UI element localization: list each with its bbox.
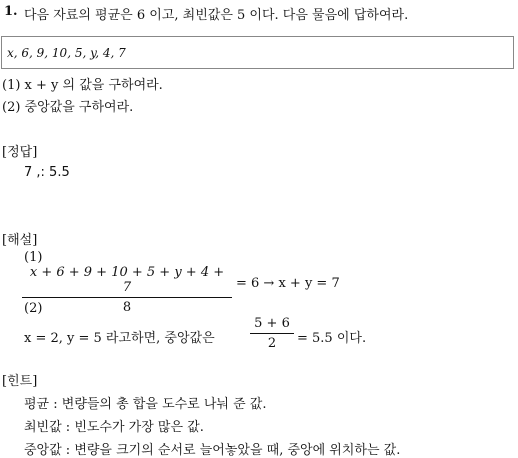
hint-heading: [힌트] [2,374,38,389]
question-number: 1. [4,4,18,19]
sub-question-2: (2) 중앙값을 구하여라. [2,100,134,115]
solution-heading: [해설] [2,233,38,248]
question-text: 다음 자료의 평균은 6 이고, 최빈값은 5 이다. 다음 물음에 답하여라. [24,8,409,23]
fraction-denominator: 8 [122,300,132,315]
answer-value: 7 ,: 5.5 [24,165,70,180]
solution-part1-fraction [22,265,232,315]
hint-line-mean: 평균 : 변량들의 총 합을 도수로 나눠 준 값. [24,397,267,412]
solution-part2-prefix: x = 2, y = 5 라고하면, 중앙값은 [24,331,215,346]
fraction-numerator: 5 + 6 [250,316,294,334]
solution-part2-fraction [250,316,294,351]
data-list: x, 6, 9, 10, 5, y, 4, 7 [7,46,126,60]
fraction-numerator: x + 6 + 9 + 10 + 5 + y + 4 + 7 [22,265,232,298]
data-list-box [1,36,514,69]
solution-part1-result: = 6 → x + y = 7 [236,276,340,291]
sub-question-1: (1) x + y 의 값을 구하여라. [2,78,163,93]
hint-line-median: 중앙값 : 변량을 크기의 순서로 늘어놓았을 때, 중앙에 위치하는 값. [24,443,401,458]
solution-part2-result: = 5.5 이다. [297,331,367,346]
hint-line-mode: 최빈값 : 빈도수가 가장 많은 값. [24,420,204,435]
answer-heading: [정답] [2,145,38,160]
solution-part1-label: (1) [24,250,43,265]
fraction-denominator: 2 [267,336,277,351]
solution-part2-label: (2) [24,301,43,316]
